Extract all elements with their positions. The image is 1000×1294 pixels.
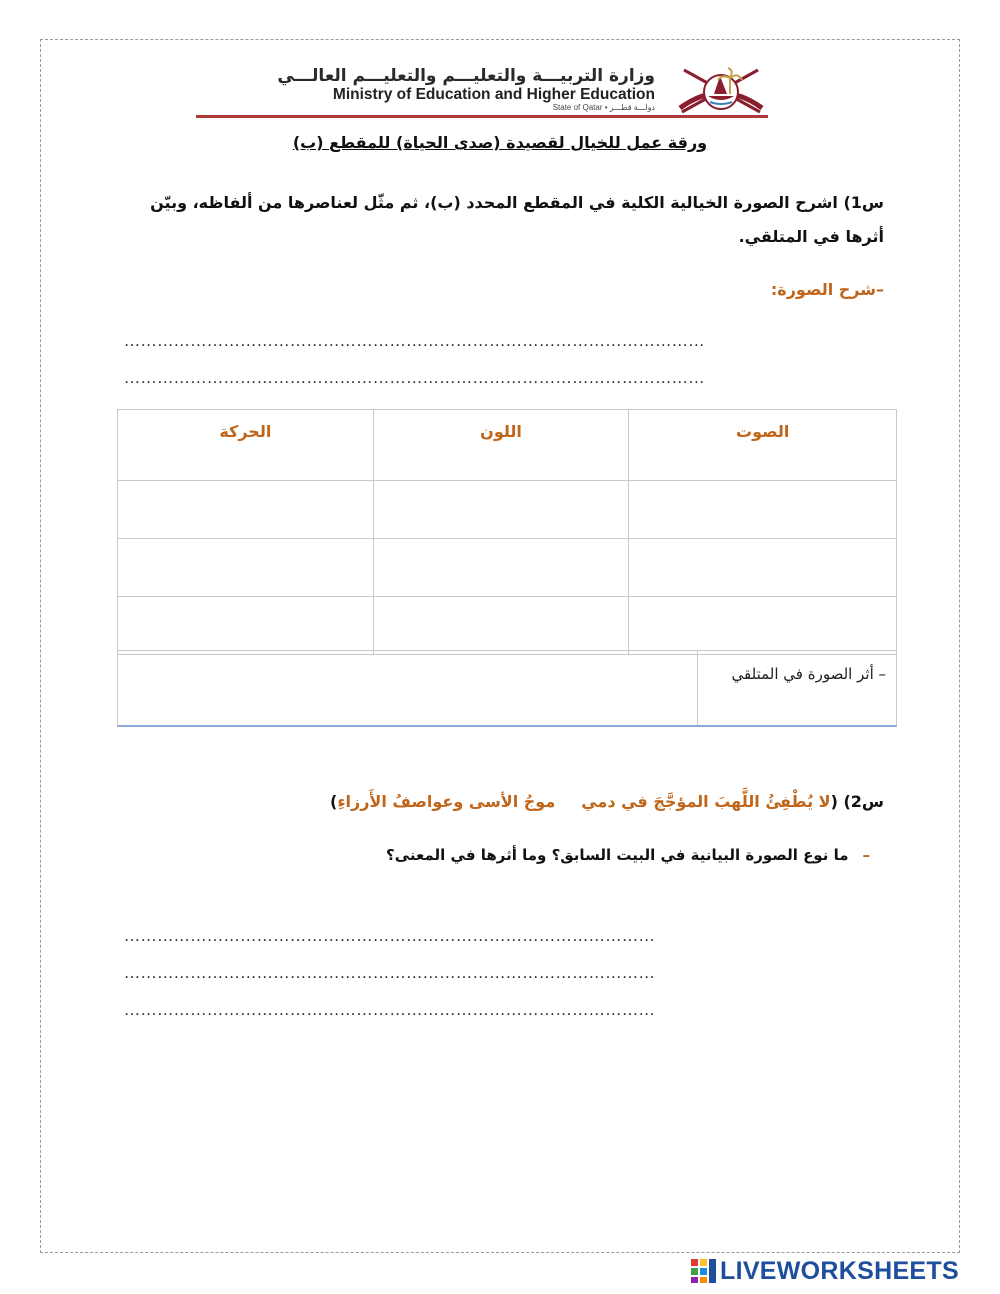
q2-prefix: س2) (: [830, 792, 884, 811]
ministry-name-english: Ministry of Education and Higher Education: [332, 86, 655, 103]
q1-answer-line-2[interactable]: ……………………………………………………………………………………………: [124, 370, 705, 387]
header-color: اللون: [373, 410, 629, 481]
image-explanation-heading: –شرح الصورة:: [770, 280, 884, 299]
table-cell[interactable]: [118, 539, 374, 597]
table-row: [118, 597, 897, 655]
q2-answer-line-1[interactable]: ……………………………………………………………………………………: [124, 928, 656, 945]
header-sound: الصوت: [629, 410, 897, 481]
header-motion: الحركة: [118, 410, 374, 481]
q2-answer-line-2[interactable]: ……………………………………………………………………………………: [124, 965, 656, 982]
ministry-name-arabic: وزارة التربيـــة والتعليـــم والتعليـــم العالـــي: [277, 66, 655, 86]
liveworksheets-icon: [690, 1258, 718, 1284]
q1-answer-line-1[interactable]: ……………………………………………………………………………………………: [124, 333, 705, 350]
liveworksheets-logo[interactable]: [690, 1256, 990, 1286]
verse-first-half: لا يُطْفِئُ اللَّهبَ المؤجَّجَ في دمي: [581, 792, 831, 811]
effect-divider: [697, 651, 698, 725]
question-2: [330, 792, 884, 811]
state-of-qatar-label: State of Qatar • دولـــة قطـــر: [552, 103, 655, 112]
brand-name: LIVEWORKSHEETS: [720, 1256, 959, 1285]
effect-label: – أثر الصورة في المتلقي: [731, 665, 886, 683]
table-cell[interactable]: [629, 597, 897, 655]
worksheet-title: ورقة عمل للخيال لقصيدة (صدى الحياة) للمقطع (ب): [292, 133, 708, 152]
table-row: [118, 481, 897, 539]
question-2-prompt: [386, 846, 870, 864]
table-cell[interactable]: [373, 539, 629, 597]
table-cell[interactable]: [118, 481, 374, 539]
table-cell[interactable]: [629, 539, 897, 597]
q2-question: ما نوع الصورة البيانية في البيت السابق؟ وما أثرها في المعنى؟: [386, 846, 849, 864]
table-cell[interactable]: [373, 597, 629, 655]
q2-suffix: ): [330, 792, 338, 811]
question-1: س1) اشرح الصورة الخيالية الكلية في المقطع المحدد (ب)، ثم مثّل لعناصرها من ألفاظه، وبيّن أثرها في المتلقي.: [150, 193, 884, 246]
table-cell[interactable]: [373, 481, 629, 539]
verse-second-half: موجُ الأسى وعواصفُ الأَرزاءِ: [337, 792, 556, 811]
table-header-row: [118, 410, 897, 481]
image-elements-table: [117, 409, 897, 655]
table-cell[interactable]: [118, 597, 374, 655]
qatar-emblem-icon: [672, 58, 770, 116]
bullet-dash: –: [862, 846, 870, 864]
table-row: [118, 539, 897, 597]
q2-answer-line-3[interactable]: ……………………………………………………………………………………: [124, 1002, 656, 1019]
effect-box: [117, 650, 897, 727]
table-cell[interactable]: [629, 481, 897, 539]
